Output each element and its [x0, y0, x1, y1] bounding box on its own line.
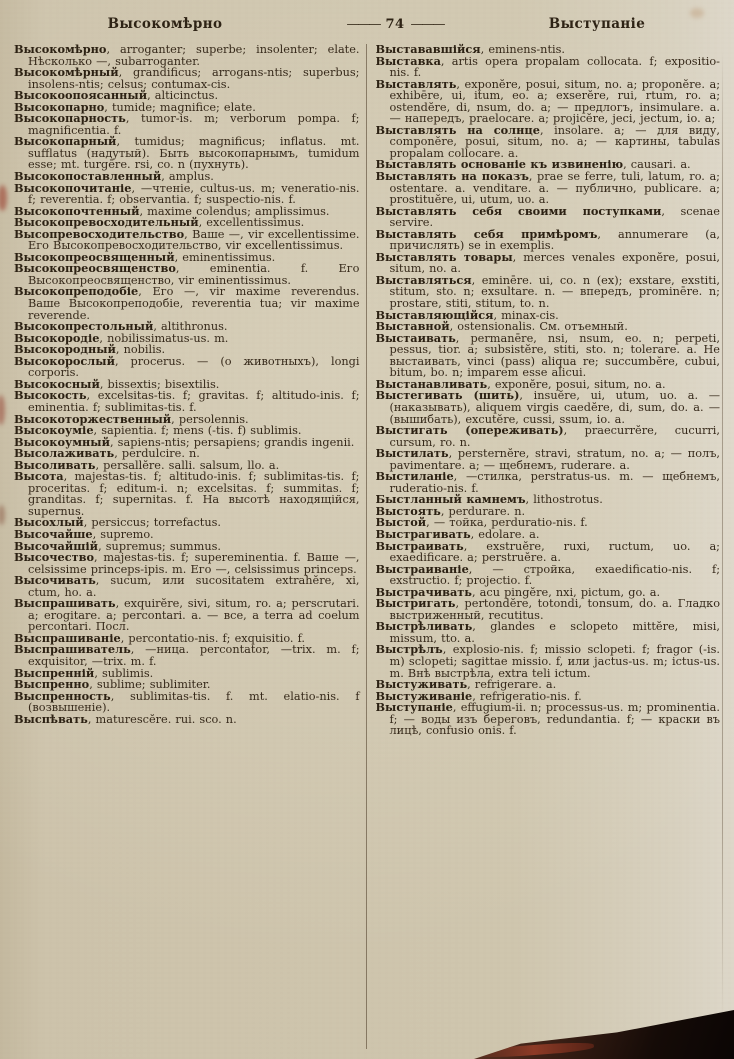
dictionary-entry [14, 575, 360, 598]
dictionary-entry [14, 598, 360, 633]
dictionary-entry [14, 180, 360, 207]
entry-headword: Выстрѣливать [375, 619, 473, 634]
entry-body: , explosio-nis. f; missio sclopeti. f; fragor (-is. m) sclopeti; sagittae missio. f, или jactus-us. m; ictus-us. m. Внѣ выстрѣла, extra teli ictum. [389, 643, 720, 680]
entry-body: , praecurrĕre, cucurri, cursum, ro. n. [389, 424, 720, 449]
entry-headword: Выставлять на солнце [375, 122, 540, 137]
entry-headword: Выстаивать [375, 330, 456, 345]
dictionary-entry [375, 76, 721, 126]
header-rule-left: ——— [346, 17, 380, 32]
entry-body: , lithostrotus. [525, 493, 603, 507]
entry-body: , sucum, или sucositatem extrahĕre, xi, ctum, ho. a. [28, 574, 360, 599]
page-number: 74 [385, 17, 405, 32]
entry-body: , majestas-tis. f; altitudo-inis. f; sublimitas-tis. f; proceritas. f; editum-i. n; excelsitas. f; summitas. f; granditas. f; supernitas. f. На высотѣ находящійся, supernus. [28, 470, 360, 518]
entry-body: , eminēre. ui, co. n (ex); exstare, exstiti, stitum, sto. n; exsultare. n. — впередъ, prominēre. n; prostare, stiti, stitum, to. n. [389, 273, 720, 311]
entry-headword: Выстуживать [375, 677, 468, 692]
entry-body: , eminentissimus. [174, 250, 276, 264]
entry-headword: Выставлять себя примѣромъ [375, 226, 598, 241]
entry-body: , sapientia. f; mens (-tis. f) sublimis. [93, 424, 302, 438]
entry-body: , Его —, vir maxime reverendus. Ваше Высокопреподобіе, reverentia tua; vir maxime reverende. [28, 285, 360, 322]
dictionary-entry [376, 390, 721, 425]
entry-headword: Высокоуміе [14, 423, 94, 438]
entry-body: , pertondĕre, totondi, tonsum, do. a. Гладко выстриженный, recutitus. [389, 597, 720, 622]
entry-body: , persternĕre, stravi, stratum, no. a; — полъ, pavimentare. a; — щебнемъ, ruderare. a. [389, 447, 720, 472]
dictionary-entry [14, 286, 360, 321]
dictionary-entry [14, 263, 360, 286]
entry-body: , exstruĕre, ruxi, ructum, uo. a; exaedificare. a; perstruĕre. a. [389, 539, 720, 565]
right-column [366, 44, 721, 1049]
entry-body: , grandificus; arrogans-ntis; superbus; insolens-ntis; celsus; contumax-cis. [28, 66, 360, 91]
entry-headword: Выставляющійся [375, 307, 494, 322]
entry-headword: Выспрашивать [14, 596, 116, 611]
entry-body: , exponĕre, posui, situm, no. a; proponĕre. a; exhibēre, ui, itum, eo. a; exserĕre, rui, rtum, ro. a; ostendĕre, di, nsum, do. a; — предлогъ, insimulare. a. — напередъ, praelocare. a; projicĕre, jeci, jectum, io. a; [389, 77, 720, 126]
dictionary-entry [14, 67, 360, 90]
entry-headword: Выставлять на показъ [375, 169, 529, 184]
dictionary-entry [14, 44, 360, 67]
entry-body: , supremus; summus. [98, 539, 221, 553]
entry-body: , ostensionalis. См. отъемный. [449, 320, 628, 334]
entry-body: , alticinctus. [147, 89, 219, 103]
entry-body: , artis opera propalam collocata. f; expositio-nis. f. [389, 54, 720, 80]
dictionary-entry [14, 390, 360, 413]
dictionary-entry [14, 711, 360, 726]
entry-headword: Высокосный [14, 376, 100, 391]
entry-headword: Высочайше [14, 526, 93, 541]
entry-headword: Выспрашиватель [14, 642, 131, 657]
entry-body: , exponĕre, posui, situm, no. a. [487, 377, 666, 391]
entry-headword: Высокопочитаніе [14, 180, 132, 195]
entry-body: , sublimis. [94, 666, 154, 680]
entry-body: , refrigerare. a. [467, 678, 557, 692]
text-block [14, 44, 720, 1049]
entry-body: , causari. a. [623, 158, 691, 172]
entry-body: , excellentissimus. [198, 216, 305, 230]
entry-body: , eminens-ntis. [480, 43, 566, 56]
entry-body: , procerus. — (о животныхъ), longi corporis. [28, 354, 360, 380]
entry-body: , tumide; magnifice; elate. [104, 100, 256, 114]
header-rule-right: ——— [410, 17, 444, 32]
entry-body: , nobilissimatus-us. m. [99, 331, 229, 345]
entry-headword: Выставлять товары [375, 249, 513, 264]
entry-body: , persallĕre. salli. salsum, llo. a. [95, 458, 280, 472]
entry-headword: Выстрачивать [375, 584, 472, 599]
entry-headword: Высокопреосвященство [14, 261, 176, 276]
entry-headword: Выстиланіе [375, 469, 454, 484]
entry-body: , —чтеніе, cultus-us. m; veneratio-nis. f; reverentia. f; observantia. f; suspectio-nis. f. [28, 181, 360, 207]
entry-headword: Высокомѣрный [14, 65, 119, 80]
page-number-group [330, 17, 460, 32]
entry-body: , scenae servire. [389, 204, 720, 230]
entry-headword: Высокоторжественный [14, 411, 172, 426]
dictionary-entry [375, 538, 721, 565]
dictionary-entry [375, 53, 721, 80]
entry-body: , altithronus. [153, 320, 228, 334]
paper-stain [0, 505, 5, 525]
running-title-left: Высокомѣрно [107, 16, 223, 32]
entry-body: , bissextis; bisextilis. [99, 377, 220, 391]
entry-body: , supremo. [92, 527, 154, 541]
entry-body: , merces venales exponĕre, posui, situm, no. a. [389, 250, 720, 276]
right-margin-rule [722, 52, 723, 1019]
dictionary-entry [375, 122, 721, 160]
entry-body: , amplus. [161, 170, 214, 184]
dictionary-entry [376, 471, 721, 494]
dictionary-entry [14, 226, 360, 253]
entry-headword: Выставлять себя своими поступками [375, 203, 662, 218]
entry-headword: Высокородіе [14, 330, 100, 345]
entry-headword: Выставлять [375, 76, 457, 91]
entry-headword: Выспѣвать [14, 711, 88, 726]
dictionary-entry [376, 425, 721, 448]
dictionary-entry [14, 552, 360, 575]
dictionary-entry [14, 688, 360, 715]
dictionary-entry [375, 203, 721, 230]
entry-headword: Выстригать [375, 596, 456, 611]
entry-headword: Высохлый [14, 515, 84, 530]
entry-body: , sapiens-ntis; persapiens; grandis ingenii. [110, 435, 355, 449]
entry-body: , glandes e sclopeto mittĕre, misi, missum, tto. a. [389, 620, 720, 645]
entry-body: , — тойка, perduratio-nis. f. [426, 516, 588, 530]
entry-body: , refrigeratio-nis. f. [472, 689, 582, 703]
dictionary-entry [375, 561, 721, 588]
entry-body: , tumor-is. m; verborum pompa. f; magnificentia. f. [28, 112, 360, 137]
entry-body: , sublimitas-tis. f. mt. elatio-nis. f (возвышеніе). [28, 689, 360, 715]
dictionary-entry [14, 471, 360, 517]
running-title-right: Выступаніе [548, 16, 646, 32]
entry-headword: Выспрашиваніе [14, 630, 121, 645]
entry-body: , Ваше —, vir excellentissime. Его Высокопревосходительство, vir excellentissimus. [28, 227, 360, 253]
entry-body: , — стройка, exaedificatio-nis. f; exstructio. f; projectio. f. [389, 562, 720, 588]
entry-headword: Выстигать (опереживать) [375, 423, 564, 438]
entry-headword: Выстраиваніе [375, 561, 469, 576]
entry-headword: Выстававшійся [375, 42, 481, 56]
entry-headword: Выстегивать (шить) [375, 388, 520, 403]
entry-body: , exquirĕre, sivi, situm, ro. a; perscrutari. a; erogitare. a; percontari. a. — все, a terra ad coelum percontari. Посл. [28, 597, 360, 634]
entry-body: , prae se ferre, tuli, latum, ro. a; ostentare. a. venditare. a. — публично, publicare. a; prostituĕre, ui, utum, uo. a. [389, 170, 720, 207]
entry-headword: Выспренность [14, 688, 111, 703]
dictionary-entry [376, 621, 721, 644]
entry-headword: Высокомѣрно [14, 42, 107, 56]
entry-headword: Выставной [375, 319, 450, 334]
entry-headword: Выставляться [375, 272, 472, 287]
dictionary-entry [376, 171, 721, 206]
entry-headword: Выстой [375, 515, 427, 530]
entry-headword: Выставка [375, 53, 441, 68]
running-header [0, 16, 734, 38]
paper-stain [690, 8, 704, 18]
entry-headword: Высокопреподобіе [14, 284, 139, 299]
entry-body: , maturescĕre. rui. sco. n. [87, 712, 237, 726]
dictionary-entry [14, 136, 360, 171]
entry-body: , minax-cis. [493, 308, 559, 322]
entry-headword: Высоливать [14, 457, 96, 472]
entry-headword: Высокоумный [14, 434, 110, 449]
entry-headword: Выстраивать [375, 538, 464, 553]
entry-body: , acu pingĕre, nxi, pictum, go. a. [471, 585, 661, 599]
entry-headword: Выстрѣлъ [375, 642, 443, 657]
entry-headword: Высокоопоясанный [14, 88, 148, 103]
paper-stain [0, 395, 5, 425]
entry-headword: Высокопарный [14, 134, 117, 149]
dictionary-entry [376, 448, 721, 471]
entry-body: , maxime colendus; amplissimus. [139, 204, 330, 218]
entry-headword: Высокопревосходительный [14, 215, 199, 230]
left-column [14, 44, 366, 1049]
entry-headword: Высота [14, 469, 64, 484]
entry-headword: Выстуживаніе [375, 688, 473, 703]
entry-headword: Выстрагивать [375, 526, 471, 541]
entry-body: , insolare. a; — для виду, componĕre, posui, situm, no. a; — картины, tabulas propalam collocare. a. [389, 123, 720, 160]
entry-body: , —ница. percontator, —trix. m. f; exquisitor, —trix. m. f. [28, 643, 360, 668]
entry-headword: Выступаніе [375, 700, 453, 715]
entry-body: , nobilis. [115, 343, 166, 357]
entry-headword: Высочество [14, 550, 95, 565]
dictionary-entry [376, 644, 721, 679]
dictionary-entry [14, 113, 360, 136]
entry-body: , permanēre, nsi, nsum, eo. n; perpeti, pessus, tior. a; subsistĕre, stiti, sto. n; tolerare. a. Не выстаивать, vinci (pass) aliqua re; succumbĕre, cubui, bitum, bo. n; imparem esse alicui. [389, 331, 720, 380]
entry-body: , percontatio-nis. f; exquisitio. f. [120, 631, 305, 645]
dictionary-entry [375, 330, 721, 380]
entry-headword: Выспренно [14, 677, 90, 692]
entry-body: , insuĕre, ui, utum, uo. a. — (наказывать), aliquem virgis caedĕre, di, sum, do. a. — (вышибать), excutĕre, cussi, ssum, io. a. [389, 389, 720, 426]
entry-headword: Высочайшій [14, 538, 99, 553]
entry-body: , —стилка, perstratus-us. m. — щебнемъ, ruderatio-nis. f. [389, 470, 720, 495]
entry-body: , persolennis. [171, 412, 249, 426]
entry-body: , persiccus; torrefactus. [83, 516, 222, 530]
dictionary-entry [375, 226, 721, 253]
entry-headword: Высокопочтенный [14, 203, 140, 218]
entry-body: , edolare. a. [470, 527, 540, 541]
entry-headword: Высокопоставленный [14, 169, 162, 184]
entry-body: , annumerare (a, причислять) se in exemplis. [389, 227, 720, 253]
entry-headword: Выстанавливать [375, 376, 488, 391]
entry-body: , perdurare. n. [440, 504, 526, 518]
entry-headword: Быстланный камнемъ [375, 492, 526, 507]
entry-headword: Высопревосходительство [14, 226, 185, 241]
entry-headword: Высокопрестольный [14, 319, 154, 334]
entry-headword: Высокопреосвященный [14, 249, 175, 264]
entry-body: , excelsitas-tis. f; gravitas. f; altitudo-inis. f; eminentia. f; sublimitas-tis. f. [28, 389, 360, 414]
dictionary-entry [14, 353, 360, 380]
entry-body: , eminentia. f. Его Высокопреосвященство, vir eminentissimus. [28, 262, 360, 287]
entry-headword: Высолаживать [14, 446, 115, 461]
entry-headword: Выставлять основаніе къ извиненію [375, 157, 624, 172]
paper-stain [0, 185, 7, 211]
entry-body: , perdulcire. n. [114, 447, 200, 461]
entry-headword: Высокопарно [14, 99, 105, 114]
entry-headword: Высокость [14, 388, 87, 403]
entry-body: , sublime; sublimiter. [89, 678, 211, 692]
dictionary-entry [14, 644, 360, 667]
dictionary-entry [375, 272, 721, 311]
dictionary-entry [376, 598, 721, 621]
entry-body: , effugium-ii. n; processus-us. m; prominentia. f; — воды изъ береговъ, redundantia. f; — краски въ лицѣ, confusio onis. f. [389, 701, 720, 738]
dictionary-entry [375, 249, 721, 276]
entry-headword: Выстоять [375, 503, 441, 518]
entry-body: , tumidus; magnificus; inflatus. mt. sufflatus (надутый). Быть высокопарнымъ, tumidum esse; mt. turgēre. rsi, co. n (пухнуть). [28, 135, 360, 172]
entry-headword: Высокородный [14, 342, 116, 357]
entry-headword: Высочивать [14, 573, 96, 588]
entry-body: , arroganter; superbe; insolenter; elate. Нѣсколько —, subarroganter. [28, 43, 360, 68]
entry-headword: Выспренній [14, 665, 95, 680]
dictionary-entry [376, 702, 721, 737]
entry-headword: Выстилать [375, 446, 449, 461]
entry-headword: Высокорослый [14, 353, 115, 368]
entry-headword: Высокопарность [14, 111, 126, 126]
entry-body: , majestas-tis. f; supereminentia. f. Ваше —, celsissime princeps-ipis. m. Его —, celsissimus princeps. [28, 551, 360, 576]
